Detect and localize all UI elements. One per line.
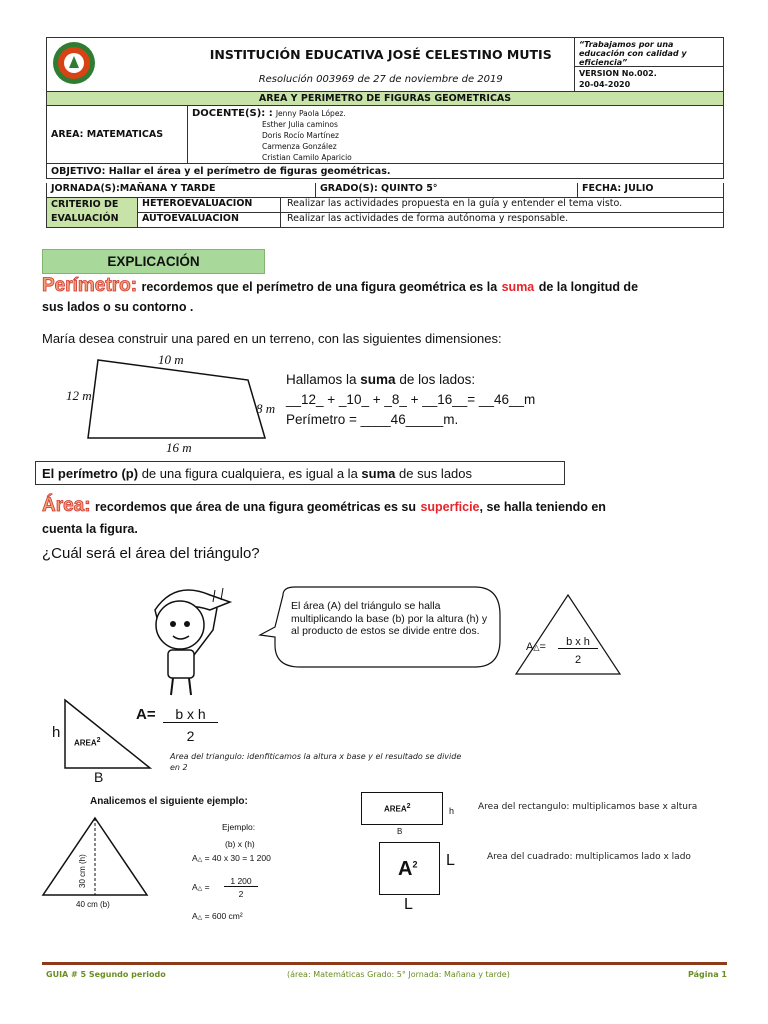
- hallamos-line3: Perímetro = ____46_____m.: [286, 412, 459, 427]
- motto: “Trabajamos por una educación con calidad y eficiencia”: [575, 38, 723, 67]
- ex-eq: =: [204, 882, 210, 892]
- fig-bottom-label: 16 m: [166, 440, 192, 455]
- ex-line2: A△ = 40 x 30 = 1 200: [192, 853, 271, 863]
- institution-cell: [187, 38, 574, 92]
- jornada: JORNADA(S):MAÑANA Y TARDE: [47, 183, 316, 197]
- hetero: HETEROEVALUACION: [138, 198, 280, 213]
- perimetro-paragraph: [42, 276, 732, 317]
- triangle-area-symbol: A△=: [526, 641, 546, 653]
- rt-formula-num: b x h: [163, 706, 218, 723]
- perimetro-text-a: recordemos que el perímetro de una figura geométrica es la: [141, 280, 498, 294]
- header-table: [46, 37, 724, 179]
- def-c: suma: [361, 466, 396, 481]
- auto: AUTOEVALUACION: [142, 213, 239, 224]
- bubble-text: El área (A) del triángulo se halla multiplicando la base (b) por la altura (h) y al producto de estos se divide entre dos.: [291, 600, 488, 637]
- ex-label: Ejemplo:: [222, 822, 256, 832]
- def-b: de una figura cualquiera, es igual a la: [141, 466, 358, 481]
- eval-desc-cell: [281, 198, 723, 227]
- area-paragraph: [42, 495, 732, 540]
- def-d: de sus lados: [399, 466, 473, 481]
- ex-line4: A△ = 600 cm²: [192, 911, 243, 921]
- rt-note: Area del triangulo: idenfiticamos la altura x base y el resultado se divide en 2: [170, 752, 462, 772]
- area-text: AREA: MATEMATICAS: [51, 129, 164, 140]
- ex-frac-num: 1 200: [224, 876, 258, 887]
- hallamos-text-a: Hallamos la: [286, 372, 357, 387]
- square-a-sup: 2: [412, 859, 418, 870]
- hetero-desc: Realizar las actividades propuesta en la guía y entender el tema visto.: [281, 198, 723, 213]
- rt-area-text: AREA: [74, 738, 97, 748]
- docente-5: Cristian Camilo Aparicio: [261, 153, 352, 162]
- ex-height-label: 30 cm (h): [78, 854, 87, 888]
- docente-3: Doris Rocío Martínez: [261, 131, 339, 140]
- square-l1: L: [446, 852, 455, 869]
- trapezoid-shape: [88, 360, 265, 438]
- school-logo-icon: [51, 40, 97, 86]
- footer-left: GUIA # 5 Segundo periodo: [46, 970, 166, 979]
- docentes-cell: [187, 106, 723, 164]
- footer-line: [42, 962, 727, 965]
- area-text-b: , se halla teniendo en: [479, 500, 606, 514]
- perimetro-title: Perímetro:: [42, 275, 138, 296]
- triangle-formula-num: b x h: [558, 636, 598, 649]
- motto-cell: [574, 38, 723, 92]
- version: VERSION No.002.: [578, 69, 657, 78]
- version-date: 20-04-2020: [578, 80, 631, 89]
- rect-area: [384, 803, 411, 814]
- fig-left-label: 12 m: [66, 388, 92, 403]
- def-a: El perímetro (p): [42, 466, 139, 481]
- docente-1: Jenny Paola López.: [275, 109, 346, 118]
- docente-2: Esther Julia caminos: [261, 120, 338, 129]
- institution-name: INSTITUCIÓN EDUCATIVA JOSÉ CELESTINO MUTIS: [209, 46, 552, 62]
- perimetro-text-c: sus lados o su contorno .: [42, 300, 194, 314]
- area-text-a: recordemos que área de una figura geométricas es su: [95, 500, 416, 514]
- docente-4: Carmenza González: [261, 142, 337, 151]
- perimetro-definition-box: [35, 461, 565, 485]
- rect-b: B: [397, 827, 403, 836]
- criterio-row: [46, 198, 724, 228]
- example-triangle-figure: [40, 815, 150, 900]
- perimetro-text-b: de la longitud de: [538, 280, 639, 294]
- rt-formula-left: A=: [136, 706, 156, 723]
- maria-text: María desea construir una pared en un terreno, con las siguientes dimensiones:: [42, 331, 502, 346]
- perimetro-highlight: suma: [501, 280, 535, 294]
- ex-frac-den: 2: [238, 889, 244, 899]
- ex-line4-text: = 600 cm²: [204, 911, 243, 921]
- hallamos-text-c: de los lados:: [399, 372, 476, 387]
- rect-area-text: AREA: [384, 804, 407, 814]
- thinking-child-icon: [135, 580, 250, 700]
- ejemplo-title: Analicemos el siguiente ejemplo:: [90, 796, 248, 807]
- area-label: [47, 106, 188, 164]
- criterio-cell: [47, 198, 138, 227]
- grado: GRADO(S): QUINTO 5°: [316, 183, 578, 197]
- rt-formula-den: 2: [186, 728, 195, 744]
- footer-mid: (área: Matemáticas Grado: 5° Jornada: Mañana y tarde): [287, 970, 510, 979]
- square-a-text: A: [398, 858, 413, 880]
- topic: AREA Y PERIMETRO DE FIGURAS GEOMETRICAS: [47, 92, 724, 106]
- fecha: FECHA: JULIO: [582, 183, 654, 194]
- footer-right: Página 1: [688, 970, 727, 979]
- hallamos-block: [286, 370, 535, 430]
- eval-type-cell: [138, 198, 281, 227]
- rt-area: [74, 737, 101, 748]
- square-l2: L: [404, 896, 413, 913]
- ex-line1: (b) x (h): [225, 839, 255, 849]
- criterio-1: CRITERIO DE: [51, 199, 119, 210]
- rt-h: h: [52, 724, 61, 741]
- area-text-c: cuenta la figura.: [42, 522, 138, 536]
- docente-label: DOCENTE(S): :: [191, 108, 273, 119]
- logo-cell: [47, 38, 188, 92]
- ex-line3: A△ =: [192, 882, 210, 892]
- area-title: Área:: [42, 495, 91, 516]
- triangle-formula-den: 2: [574, 654, 582, 666]
- rect-area-sup: 2: [406, 803, 411, 810]
- rt-b: B: [94, 769, 104, 785]
- hallamos-suma: suma: [360, 372, 396, 387]
- rect-h: h: [449, 806, 455, 816]
- hallamos-line1: [286, 370, 535, 390]
- fig-top-label: 10 m: [158, 352, 184, 367]
- objetivo: OBJETIVO: Hallar el área y el perímetro de figuras geométricas.: [47, 164, 724, 179]
- square-a: [398, 858, 417, 881]
- tri-a: A: [526, 641, 534, 653]
- question: ¿Cuál será el área del triángulo?: [42, 545, 260, 562]
- rect-note: Area del rectangulo: multiplicamos base x altura: [478, 802, 698, 812]
- criterio-2: EVALUACIÓN: [51, 213, 119, 224]
- rt-area-sup: 2: [96, 737, 101, 744]
- ex-base-label: 40 cm (b): [76, 900, 110, 909]
- auto-desc: Realizar las actividades de forma autónoma y responsable.: [287, 213, 569, 224]
- explicacion-banner: EXPLICACIÓN: [42, 249, 265, 274]
- jornada-row: [46, 183, 724, 198]
- resolution: Resolución 003969 de 27 de noviembre de 2019: [258, 73, 503, 85]
- area-highlight: superficie: [420, 500, 480, 514]
- hallamos-line2: __12_ + _10_ + _8_ + __16__= __46__m: [286, 392, 536, 407]
- ex-line2-text: = 40 x 30 = 1 200: [204, 853, 271, 863]
- fig-right-label: 8 m: [256, 401, 276, 416]
- square-note: Area del cuadrado: multiplicamos lado x lado: [487, 852, 691, 862]
